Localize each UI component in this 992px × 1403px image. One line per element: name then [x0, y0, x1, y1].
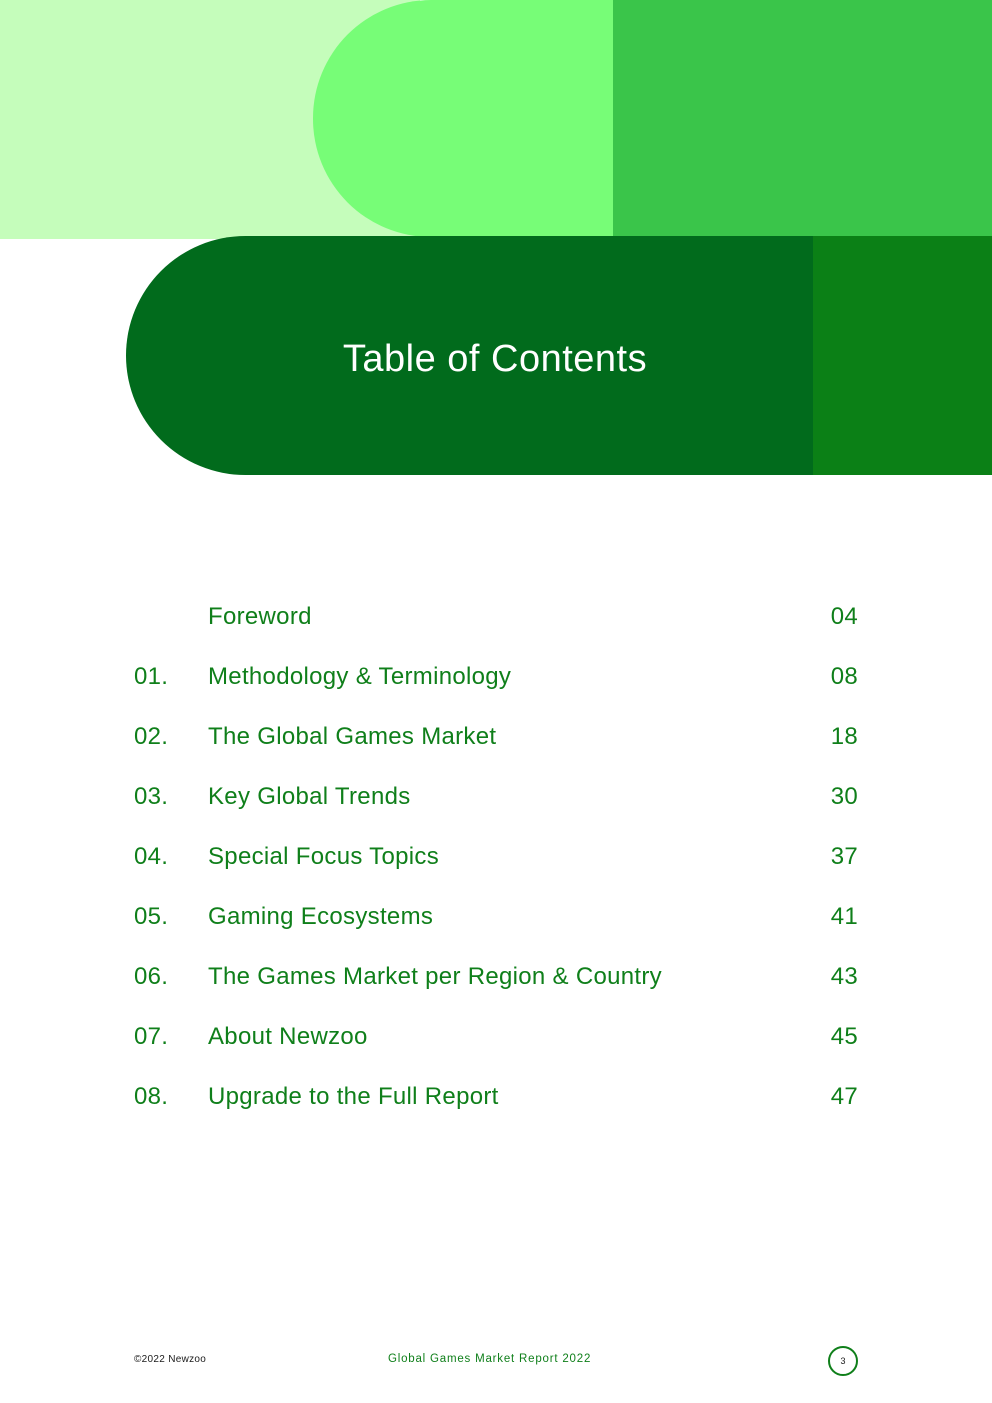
- toc-entry-page: 41: [830, 903, 858, 930]
- toc-entry-title[interactable]: The Games Market per Region & Country: [208, 963, 662, 990]
- toc-entry-number: 07.: [134, 1023, 169, 1050]
- toc-entry-page: 45: [830, 1023, 858, 1050]
- toc-entry-global-games-market[interactable]: [134, 718, 858, 778]
- toc-entry-number: 08.: [134, 1083, 169, 1110]
- toc-entry-title[interactable]: Special Focus Topics: [208, 843, 439, 870]
- toc-entry-special-focus-topics[interactable]: [134, 838, 858, 898]
- toc-entry-page: 30: [830, 783, 858, 810]
- footer-copyright: ©2022 Newzoo: [134, 1354, 207, 1365]
- toc-entry-title[interactable]: Gaming Ecosystems: [208, 903, 434, 930]
- toc-entry-number: 06.: [134, 963, 169, 990]
- toc-entry-number: 03.: [134, 783, 169, 810]
- toc-entry-page: 08: [830, 663, 858, 690]
- toc-entry-title[interactable]: Methodology & Terminology: [208, 663, 512, 690]
- toc-entry-page: 18: [830, 723, 858, 750]
- toc-entry-title[interactable]: Key Global Trends: [208, 783, 411, 810]
- toc-entry-region-country[interactable]: [134, 958, 858, 1018]
- toc-entry-title[interactable]: The Global Games Market: [208, 723, 497, 750]
- page-number: 3: [840, 1356, 846, 1366]
- toc-entry-page: 37: [830, 843, 858, 870]
- toc-entry-page: 04: [830, 603, 858, 630]
- toc-entry-foreword[interactable]: [134, 598, 858, 658]
- toc-entry-number: 01.: [134, 663, 169, 690]
- header-shape-light: [313, 0, 614, 237]
- toc-entry-gaming-ecosystems[interactable]: [134, 898, 858, 958]
- page-title: Table of Contents: [342, 338, 648, 380]
- toc-entry-number: 05.: [134, 903, 169, 930]
- page-number-badge: [828, 1346, 858, 1376]
- toc-entry-upgrade-full-report[interactable]: [134, 1078, 858, 1138]
- table-of-contents: [134, 598, 858, 1138]
- toc-entry-title[interactable]: Upgrade to the Full Report: [208, 1083, 499, 1110]
- toc-entry-key-global-trends[interactable]: [134, 778, 858, 838]
- toc-entry-page: 47: [830, 1083, 858, 1110]
- toc-entry-methodology[interactable]: [134, 658, 858, 718]
- header-shape-bright: [613, 0, 992, 236]
- footer-report-name: Global Games Market Report 2022: [388, 1353, 592, 1365]
- toc-entry-title[interactable]: Foreword: [208, 603, 312, 630]
- toc-entry-number: 02.: [134, 723, 169, 750]
- toc-entry-title[interactable]: About Newzoo: [208, 1023, 368, 1050]
- toc-entry-number: 04.: [134, 843, 169, 870]
- toc-entry-page: 43: [830, 963, 858, 990]
- toc-entry-about-newzoo[interactable]: [134, 1018, 858, 1078]
